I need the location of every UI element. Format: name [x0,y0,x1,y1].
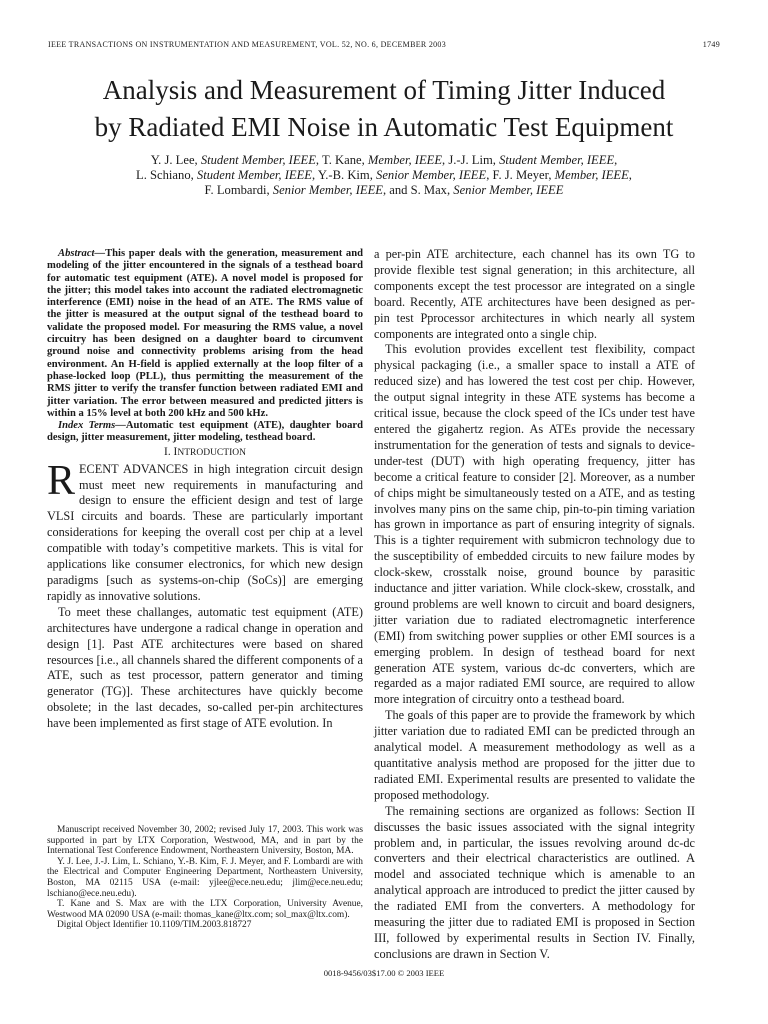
abstract-text: This paper deals with the generation, measurement and modeling of the jitter encountered in the signals of a testhead board for automatic test equipment (ATE). A novel model is proposed for the jitter; this model takes into account the radiated electromagnetic interference (EMI) noise in the head of an ATE. The RMS value of the jitter is measured at the output signal of the testhead board to validate the proposed model. For measuring the RMS value, a novel circuitry has been designed on a daughter board to circumvent ground noise and connectivity problems arising from the head environment. An H-field is applied externally at the loop filter of a phase-locked loop (PLL), thus permitting the measurement of the RMS jitter to verify the transfer function between radiated EMI and jitter variation. The error between measured and predicted jitters is within a 15% level at both 200 kHz and 500 kHz. [47,248,363,419]
abstract [47,248,363,420]
author-list [30,153,738,198]
footnote-affiliation-2: T. Kane and S. Max are with the LTX Corporation, University Avenue, Westwood MA 02090 USA (e-mail: thomas_kane@ltx.com; sol_max@ltx.com). [47,899,363,920]
copyright-footer: 0018-9456/03$17.00 © 2003 IEEE [323,968,445,978]
right-paragraph-1: a per-pin ATE architecture, each channel has its own TG to provide flexible test signal generation; in this architecture, all components except the test processor are integrated on a single board. Recently, ATE architectures have been designed as per-pin test Pprocessor architectures in which nearly all system components are integrated onto a single chip. [374,247,695,341]
right-column [374,247,695,963]
footnote-affiliation-1: Y. J. Lee, J.-J. Lim, L. Schiano, Y.-B. Kim, F. J. Meyer, and F. Lombardi are with the Electrical and Computer Engineering Department, Northeastern University, Boston, MA 02115 USA (e-mail: yjlee@ece.neu.edu; jlim@ece.neu.edu; lschiano@ece.neu.edu). [47,856,363,899]
intro-p1-text: in high integration circuit design must meet new requirements in manufacturing and design to ensure the efficient design and test of large VLSI circuits and boards. These are particularly important considerations for keeping the overall cost per chip at a level compatible with today’s competitive markets. This is vital for applications like consumer electronics, for which new design paradigms [such as systems-on-chip (SoCs)] are emerging rapidly as innovative solutions. [47,461,363,603]
right-paragraph-2: This evolution provides excellent test flexibility, compact physical packaging (i.e., a smaller space to install a ATE of reduced size) and has lowered the test cost per chip. However, the output signal integrity in these ATE systems has become a critical issue, because the clock speed of the ICs under test have entered the gigahertz region. As ATEs provide the necessary instrumentation for the generation of tests and signals to device-under-test (DUT) with high operating frequency, jitter has become a critical feature to consider [2]. Moreover, as a number of chips might be simultaneously tested on a ATE, and as testing involves many pins on the same chip, pin-to-pin timing variation has grown in importance as part of ensuring integrity of signals. This is a tighter requirement with submicron technology due to the susceptibility of embedded circuits to new failure modes by clock-skew, crosstalk noise, ground bounce by parasitic inductance and jitter variation. While clock-skew, crosstalk, and ground problems are well known to circuit and board designers, jitter variation due to radiated electromagnetic interference (EMI) from switching power supplies or other EMI sources is a emerging problem. In design of testhead board for next generation ATE system, various dc-dc converters, which are regarded as a major radiated EMI source, are required to allow more integration of circuitry onto a testhead board. [374,342,695,707]
author-line-2: L. Schiano, Student Member, IEEE, Y.-B. Kim, Senior Member, IEEE, F. J. Meyer, Member, IEEE, [136,168,632,182]
right-paragraph-3: The goals of this paper are to provide the framework by which jitter variation due to radiated EMI can be predicted through an analytical model. A measurement methodology as well as a quantitative analysis method are proposed for the jitter due to radiated EMI. Experimental results are presented to validate the proposed methodology. [374,708,695,802]
paper-title [20,72,748,146]
index-terms-label: Index Terms— [58,420,126,432]
index-terms-text: Automatic test equipment (ATE), daughter board design, jitter measurement, jitter modeling, testhead board. [47,420,363,444]
drop-cap: R [47,457,76,504]
intro-lead: ECENT ADVANCES [79,461,189,476]
author-line-1: Y. J. Lee, Student Member, IEEE, T. Kane, Member, IEEE, J.-J. Lim, Student Member, IEEE, [150,153,618,167]
right-paragraph-4: The remaining sections are organized as follows: Section II discusses the basic issues associated with the signal integrity problem and, in particular, the issues revolving around dc-dc converters and their electrical characteristics are outlined. A model and associated technique which is amenable to an analytical approach are introduced to predict the jitter caused by the radiated EMI from the converters. A methodology for measuring the jitter due to radiated EMI is proposed in Section III, followed by experimental results in Section IV. Finally, conclusions are drawn in Section V. [374,803,695,961]
footnotes [47,825,363,931]
page-number: 1749 [702,40,720,49]
journal-name: IEEE TRANSACTIONS ON INSTRUMENTATION AND MEASUREMENT, VOL. 52, NO. 6, DECEMBER 2003 [48,40,447,49]
left-column [47,248,363,732]
abstract-label: Abstract— [58,248,106,259]
running-header [48,40,720,49]
intro-paragraph-1 [47,457,363,605]
title-line-2: by Radiated EMI Noise in Automatic Test Equipment [94,112,674,142]
intro-paragraph-2: To meet these challanges, automatic test equipment (ATE) architectures have undergone a radical change in operation and design [1]. Past ATE architectures were based on shared resources [i.e., all channels shared the different components of a ATE, such as test processor, pattern generator and timing generator (TG)]. These architectures have quickly become obsolete; in the last decades, so-called per-pin architectures have been implemented as first stage of ATE evolution. In [47,604,363,731]
title-line-1: Analysis and Measurement of Timing Jitter Induced [102,75,666,105]
index-terms [47,420,363,445]
footnote-doi: Digital Object Identifier 10.1109/TIM.2003.818727 [57,920,252,931]
section-heading: I. INTRODUCTION [164,445,246,458]
footnote-manuscript: Manuscript received November 30, 2002; revised July 17, 2003. This work was supported in part by LTX Corporation, Westwood, MA, and in part by the International Test Conference Endowment, Northeastern University, Boston, MA. [47,825,363,857]
author-line-3: F. Lombardi, Senior Member, IEEE, and S. Max, Senior Member, IEEE [204,183,564,197]
